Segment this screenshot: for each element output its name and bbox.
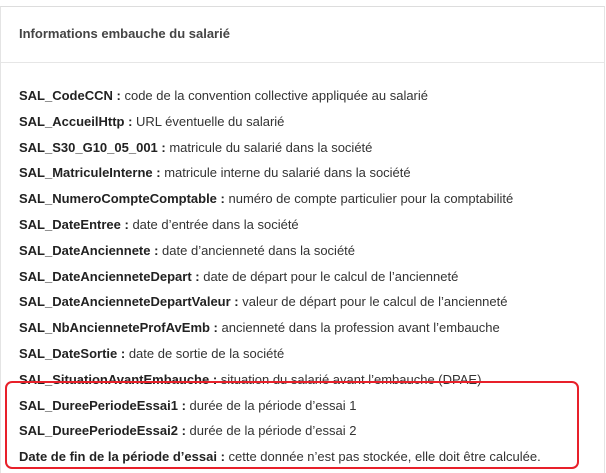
field-name: SAL_S30_G10_05_001 — [19, 139, 158, 155]
field-separator: : — [157, 139, 170, 155]
field-name: SAL_MatriculeInterne — [19, 165, 153, 181]
field-item-sal-dateanciennete — [19, 238, 541, 264]
field-description: ancienneté dans la profession avant l’embauche — [221, 320, 500, 336]
field-name: SAL_NumeroCompteComptable — [19, 191, 217, 207]
field-separator: : — [177, 423, 190, 439]
field-name: SAL_DateAnciennete — [19, 242, 151, 258]
field-item-sal-dureeperiodeessai1 — [19, 393, 541, 419]
field-name: SAL_DateSortie — [19, 345, 118, 361]
field-item-sal-accueilhttp — [19, 109, 541, 135]
field-separator: : — [216, 191, 229, 207]
field-name: SAL_DureePeriodeEssai1 — [19, 397, 178, 413]
field-description: situation du salarié avant l’embauche (DPAE) — [220, 371, 482, 387]
section-divider — [1, 62, 604, 63]
field-separator: : — [124, 113, 137, 129]
field-name: SAL_DateEntree — [19, 216, 121, 232]
field-description: URL éventuelle du salarié — [136, 113, 285, 129]
field-name: SAL_DureePeriodeEssai2 — [19, 423, 178, 439]
field-separator: : — [230, 294, 243, 310]
field-item-sal-datesortie — [19, 341, 541, 367]
field-name: SAL_DateAncienneteDepart — [19, 268, 192, 284]
field-item-sal-matriculeinterne — [19, 160, 541, 186]
field-description: date d’ancienneté dans la société — [162, 242, 356, 258]
field-item-sal-dateanciennetedepart — [19, 264, 541, 290]
field-name: Date de fin de la période d’essai — [19, 449, 217, 465]
field-item-sal-codeccn — [19, 83, 541, 109]
field-separator: : — [177, 397, 190, 413]
field-item-sal-dateanciennetedepartvaleur — [19, 289, 541, 315]
section-title: Informations embauche du salarié — [19, 26, 230, 41]
field-separator: : — [117, 345, 129, 361]
field-description: date d’entrée dans la société — [132, 216, 299, 232]
field-separator: : — [112, 88, 125, 103]
field-item-sal-s30-g10-05-001 — [19, 135, 541, 161]
field-name: SAL_DateAncienneteDepartValeur — [19, 294, 231, 310]
field-item-date-fin-periode-essai — [19, 444, 541, 470]
field-list-panel — [0, 6, 605, 473]
field-separator: : — [152, 165, 165, 181]
field-description: valeur de départ pour le calcul de l’ancienneté — [242, 294, 508, 310]
field-item-sal-dateentree — [19, 212, 541, 238]
field-item-sal-nbancienneteprofavemb — [19, 315, 541, 341]
field-description: date de départ pour le calcul de l’ancienneté — [203, 268, 459, 284]
field-description: matricule du salarié dans la société — [169, 139, 373, 155]
field-separator: : — [150, 242, 163, 258]
field-separator: : — [209, 371, 221, 387]
field-item-sal-numerocomptecomptable — [19, 186, 541, 212]
field-separator: : — [191, 268, 204, 284]
field-description: date de sortie de la société — [128, 345, 285, 361]
field-description: code de la convention collective appliquée au salarié — [124, 88, 429, 103]
field-separator: : — [216, 449, 229, 465]
field-description: numéro de compte particulier pour la comptabilité — [228, 191, 514, 207]
field-item-sal-situationavantembauche — [19, 367, 541, 393]
field-description: matricule interne du salarié dans la société — [164, 165, 411, 181]
field-name: SAL_CodeCCN — [19, 88, 113, 103]
field-separator: : — [120, 216, 133, 232]
field-separator: : — [209, 320, 222, 336]
field-item-sal-dureeperiodeessai2 — [19, 418, 541, 444]
field-list — [19, 83, 541, 470]
field-name: SAL_AccueilHttp — [19, 113, 125, 129]
field-description: durée de la période d’essai 2 — [189, 423, 357, 439]
field-name: SAL_NbAncienneteProfAvEmb — [19, 320, 210, 336]
field-name: SAL_SituationAvantEmbauche — [19, 371, 210, 387]
field-description: durée de la période d’essai 1 — [189, 397, 357, 413]
field-description: cette donnée n’est pas stockée, elle doit être calculée. — [228, 449, 541, 465]
